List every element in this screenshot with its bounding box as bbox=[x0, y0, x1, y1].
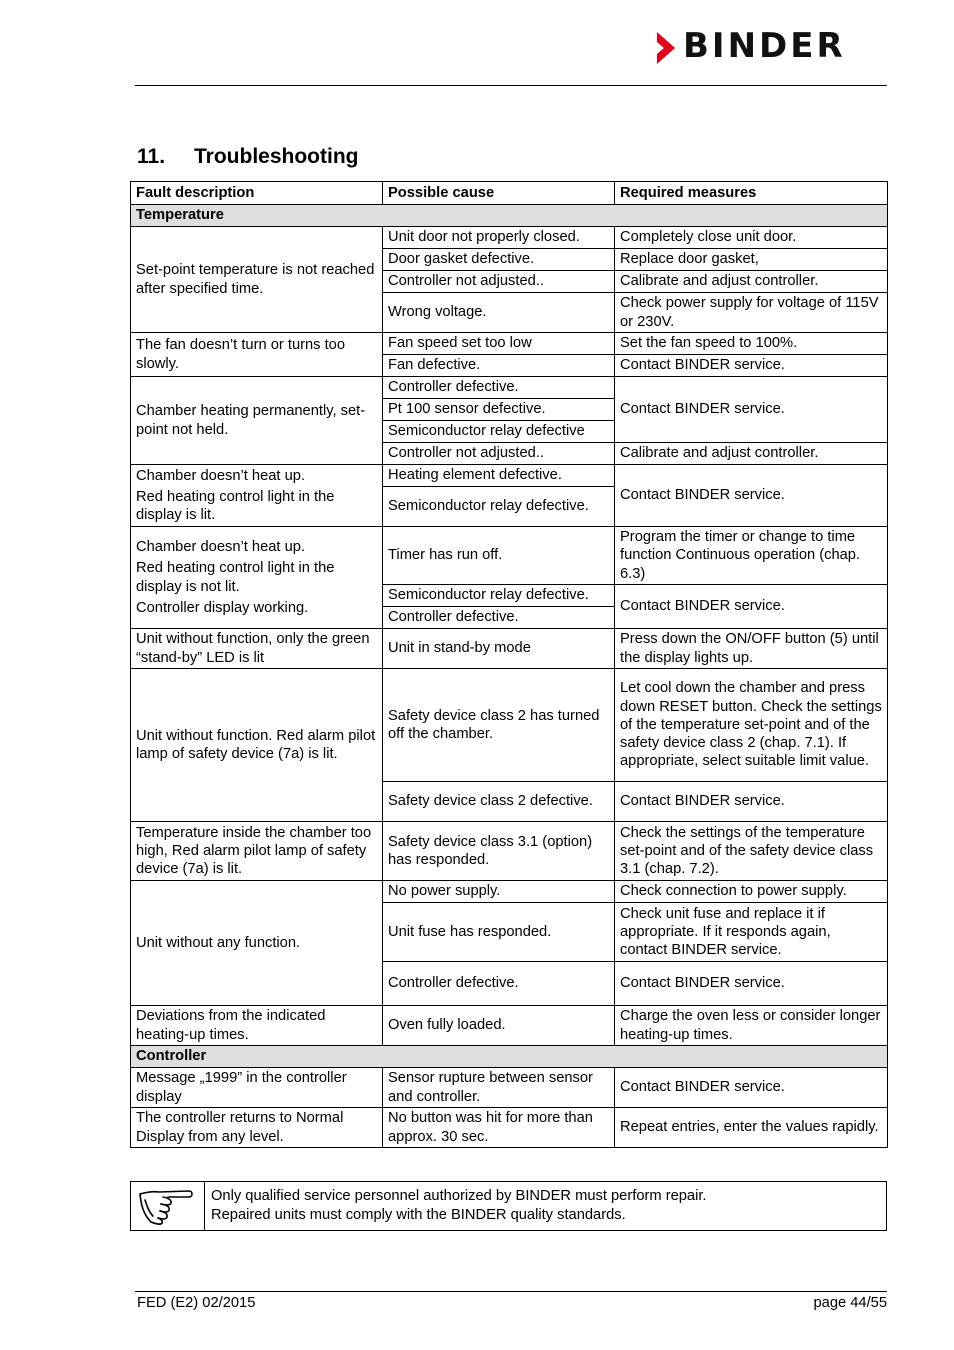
cause-cell: Safety device class 2 has turned off the chamber. bbox=[383, 669, 615, 782]
section-heading bbox=[137, 145, 358, 169]
table-row bbox=[131, 1006, 888, 1046]
cause-cell: Fan speed set too low bbox=[383, 333, 615, 355]
measure-cell: Contact BINDER service. bbox=[615, 782, 888, 822]
group-temperature: Temperature bbox=[131, 205, 888, 227]
fault-cell bbox=[131, 527, 383, 629]
group-row bbox=[131, 1046, 888, 1068]
measure-cell: Check power supply for voltage of 115V or 230V. bbox=[615, 293, 888, 333]
group-controller: Controller bbox=[131, 1046, 888, 1068]
fault-cell: Message „1999” in the controller display bbox=[131, 1068, 383, 1108]
table-row bbox=[131, 377, 888, 399]
footer-divider bbox=[135, 1291, 887, 1292]
fault-cell: Set-point temperature is not reached after specified time. bbox=[131, 227, 383, 333]
fault-line: Controller display working. bbox=[136, 599, 309, 616]
cause-cell: Pt 100 sensor defective. bbox=[383, 399, 615, 421]
cause-cell: Fan defective. bbox=[383, 355, 615, 377]
cause-cell: Safety device class 3.1 (option) has responded. bbox=[383, 822, 615, 881]
fault-cell: Unit without function, only the green “stand-by” LED is lit bbox=[131, 629, 383, 669]
fault-cell: Unit without function. Red alarm pilot lamp of safety device (7a) is lit. bbox=[131, 669, 383, 822]
cause-cell: Semiconductor relay defective. bbox=[383, 585, 615, 607]
note-line: Only qualified service personnel authorized by BINDER must perform repair. bbox=[211, 1188, 707, 1204]
cause-cell: Safety device class 2 defective. bbox=[383, 782, 615, 822]
table-row bbox=[131, 669, 888, 782]
service-note bbox=[130, 1181, 887, 1231]
fault-line: Chamber doesn’t heat up. bbox=[136, 539, 306, 556]
logo-mark-icon bbox=[655, 30, 679, 66]
cause-cell: Controller not adjusted.. bbox=[383, 443, 615, 465]
measure-cell: Contact BINDER service. bbox=[615, 465, 888, 527]
cause-cell: Sensor rupture between sensor and controller. bbox=[383, 1068, 615, 1108]
cause-cell: Unit fuse has responded. bbox=[383, 903, 615, 962]
section-number: 11. bbox=[137, 145, 166, 168]
measure-cell: Press down the ON/OFF button (5) until the display lights up. bbox=[615, 629, 888, 669]
measure-cell: Contact BINDER service. bbox=[615, 962, 888, 1006]
table-row bbox=[131, 1068, 888, 1108]
cause-cell: Unit door not properly closed. bbox=[383, 227, 615, 249]
cause-cell: Semiconductor relay defective. bbox=[383, 487, 615, 527]
measure-cell: Contact BINDER service. bbox=[615, 377, 888, 443]
cause-cell: Semiconductor relay defective bbox=[383, 421, 615, 443]
note-text bbox=[211, 1187, 707, 1225]
table-row bbox=[131, 1108, 888, 1148]
fault-cell: The controller returns to Normal Display from any level. bbox=[131, 1108, 383, 1148]
fault-cell: Temperature inside the chamber too high, Red alarm pilot lamp of safety device (7a) is lit. bbox=[131, 822, 383, 881]
section-title: Troubleshooting bbox=[194, 145, 359, 168]
cause-cell: Controller defective. bbox=[383, 377, 615, 399]
table-header-row bbox=[131, 182, 888, 205]
header-divider bbox=[135, 85, 887, 86]
logo-text: BINDER bbox=[683, 26, 846, 66]
fault-line: Chamber doesn’t heat up. bbox=[136, 467, 306, 484]
measure-cell: Charge the oven less or consider longer heating-up times. bbox=[615, 1006, 888, 1046]
measure-cell: Check connection to power supply. bbox=[615, 881, 888, 903]
fault-cell: Chamber heating permanently, set-point not held. bbox=[131, 377, 383, 465]
cause-cell: Controller defective. bbox=[383, 607, 615, 629]
cause-cell: No button was hit for more than approx. 30 sec. bbox=[383, 1108, 615, 1148]
measure-cell: Contact BINDER service. bbox=[615, 585, 888, 629]
table-row bbox=[131, 881, 888, 903]
footer-document-id: FED (E2) 02/2015 bbox=[137, 1295, 256, 1311]
binder-logo bbox=[655, 28, 887, 68]
measure-cell: Contact BINDER service. bbox=[615, 1068, 888, 1108]
measure-cell: Set the fan speed to 100%. bbox=[615, 333, 888, 355]
table-row bbox=[131, 822, 888, 881]
measure-cell: Repeat entries, enter the values rapidly. bbox=[615, 1108, 888, 1148]
cause-cell: No power supply. bbox=[383, 881, 615, 903]
measure-cell: Calibrate and adjust controller. bbox=[615, 443, 888, 465]
header-measures: Required measures bbox=[615, 182, 888, 205]
measure-cell: Replace door gasket, bbox=[615, 249, 888, 271]
cause-cell: Controller not adjusted.. bbox=[383, 271, 615, 293]
cause-cell: Controller defective. bbox=[383, 962, 615, 1006]
note-icon-cell bbox=[131, 1182, 205, 1230]
cause-cell: Wrong voltage. bbox=[383, 293, 615, 333]
pointing-hand-icon bbox=[137, 1186, 199, 1226]
header-fault: Fault description bbox=[131, 182, 383, 205]
footer-page-number: page 44/55 bbox=[813, 1295, 887, 1311]
cause-cell: Oven fully loaded. bbox=[383, 1006, 615, 1046]
cause-cell: Timer has run off. bbox=[383, 527, 615, 585]
group-row bbox=[131, 205, 888, 227]
measure-cell: Program the timer or change to time function Continuous operation (chap. 6.3) bbox=[615, 527, 888, 585]
cause-cell: Heating element defective. bbox=[383, 465, 615, 487]
header-cause: Possible cause bbox=[383, 182, 615, 205]
table-row bbox=[131, 333, 888, 355]
note-line: Repaired units must comply with the BINDER quality standards. bbox=[211, 1207, 626, 1223]
measure-cell: Calibrate and adjust controller. bbox=[615, 271, 888, 293]
table-row bbox=[131, 527, 888, 585]
measure-cell: Contact BINDER service. bbox=[615, 355, 888, 377]
cause-cell: Unit in stand-by mode bbox=[383, 629, 615, 669]
fault-cell: Unit without any function. bbox=[131, 881, 383, 1006]
measure-cell: Let cool down the chamber and press down RESET button. Check the settings of the temperature set-point and of the safety device class 2 (chap. 7.1). If appropriate, select suitable limit value. bbox=[615, 669, 888, 782]
table-row bbox=[131, 465, 888, 487]
fault-cell: Deviations from the indicated heating-up times. bbox=[131, 1006, 383, 1046]
fault-cell bbox=[131, 465, 383, 527]
fault-line: Red heating control light in the display is not lit. bbox=[136, 560, 335, 595]
fault-line: Red heating control light in the display is lit. bbox=[136, 488, 335, 524]
measure-cell: Completely close unit door. bbox=[615, 227, 888, 249]
fault-cell: The fan doesn’t turn or turns too slowly. bbox=[131, 333, 383, 377]
troubleshooting-table bbox=[130, 181, 888, 1148]
table-row bbox=[131, 227, 888, 249]
table-row bbox=[131, 629, 888, 669]
measure-cell: Check the settings of the temperature set-point and of the safety device class 3.1 (chap. 7.2). bbox=[615, 822, 888, 881]
cause-cell: Door gasket defective. bbox=[383, 249, 615, 271]
measure-cell: Check unit fuse and replace it if appropriate. If it responds again, contact BINDER service. bbox=[615, 903, 888, 962]
